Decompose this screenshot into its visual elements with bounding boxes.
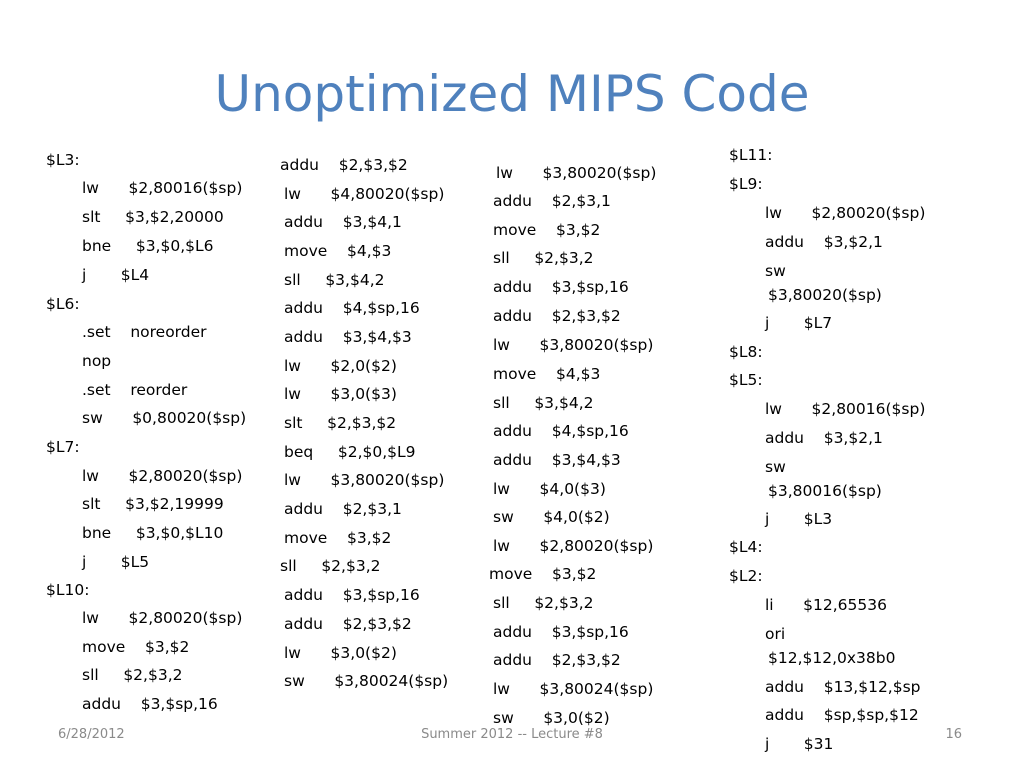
footer-page-number: 16 — [945, 727, 962, 742]
code-line: sw $0,80020($sp) — [82, 409, 247, 427]
code-line: $L11: — [729, 146, 773, 164]
code-line: $12,$12,0x38b0 — [768, 649, 896, 667]
code-line: slt $3,$2,19999 — [82, 495, 224, 513]
code-line: lw $4,0($3) — [493, 480, 606, 498]
code-line: addu $2,$3,1 — [284, 500, 402, 518]
code-line: move $3,$2 — [284, 529, 392, 547]
code-line: j $L5 — [82, 553, 150, 571]
code-line: addu $4,$sp,16 — [493, 422, 629, 440]
code-line: $L10: — [46, 581, 90, 599]
code-line: sll $3,$4,2 — [284, 271, 385, 289]
code-line: $L3: — [46, 151, 80, 169]
code-line: lw $2,80020($sp) — [493, 537, 654, 555]
code-line: move $4,$3 — [493, 365, 601, 383]
code-line: sll $2,$3,2 — [493, 249, 594, 267]
code-line: addu $2,$3,$2 — [284, 615, 412, 633]
code-line: j $31 — [765, 735, 834, 753]
code-line: ori — [765, 625, 786, 643]
code-line: sll $2,$3,2 — [280, 557, 381, 575]
code-line: slt $2,$3,$2 — [284, 414, 397, 432]
code-line: addu $3,$4,1 — [284, 213, 402, 231]
footer-lecture: Summer 2012 -- Lecture #8 — [421, 727, 603, 742]
code-line: lw $2,80020($sp) — [765, 204, 926, 222]
code-line: addu $2,$3,$2 — [493, 651, 621, 669]
code-line: move $4,$3 — [284, 242, 392, 260]
code-line: lw $2,80016($sp) — [765, 400, 926, 418]
code-line: sw $3,80024($sp) — [284, 672, 449, 690]
code-line: move $3,$2 — [82, 638, 190, 656]
code-line: $L9: — [729, 175, 763, 193]
code-line: sll $3,$4,2 — [493, 394, 594, 412]
code-line: sw — [765, 458, 786, 476]
code-line: $L7: — [46, 438, 80, 456]
code-line: bne $3,$0,$L6 — [82, 237, 214, 255]
code-line: lw $3,80020($sp) — [496, 164, 657, 182]
code-line: j $L4 — [82, 266, 150, 284]
code-line: $3,80020($sp) — [768, 286, 882, 304]
code-line: j $L3 — [765, 510, 833, 528]
code-line: li $12,65536 — [765, 596, 887, 614]
code-line: lw $2,0($2) — [284, 357, 397, 375]
code-line: addu $13,$12,$sp — [765, 678, 921, 696]
code-line: addu $3,$2,1 — [765, 233, 883, 251]
code-line: .set reorder — [82, 381, 188, 399]
code-line: .set noreorder — [82, 323, 207, 341]
code-line: addu $4,$sp,16 — [284, 299, 420, 317]
footer-date: 6/28/2012 — [58, 727, 125, 742]
code-line: addu $3,$2,1 — [765, 429, 883, 447]
slide-title: Unoptimized MIPS Code — [214, 65, 810, 123]
code-line: bne $3,$0,$L10 — [82, 524, 224, 542]
code-line: lw $4,80020($sp) — [284, 185, 445, 203]
code-line: lw $3,80020($sp) — [284, 471, 445, 489]
code-line: addu $sp,$sp,$12 — [765, 706, 919, 724]
code-line: slt $3,$2,20000 — [82, 208, 224, 226]
code-line: sw — [765, 262, 786, 280]
code-line: addu $3,$sp,16 — [82, 695, 218, 713]
code-line: addu $3,$4,$3 — [284, 328, 412, 346]
code-line: lw $3,0($2) — [284, 644, 397, 662]
code-line: lw $2,80020($sp) — [82, 609, 243, 627]
code-line: $L5: — [729, 371, 763, 389]
code-line: $L6: — [46, 295, 80, 313]
code-line: lw $3,0($3) — [284, 385, 397, 403]
code-line: move $3,$2 — [489, 565, 597, 583]
code-line: addu $3,$4,$3 — [493, 451, 621, 469]
code-line: j $L7 — [765, 314, 833, 332]
code-line: sll $2,$3,2 — [82, 666, 183, 684]
code-line: addu $2,$3,$2 — [280, 156, 408, 174]
code-line: lw $2,80020($sp) — [82, 467, 243, 485]
code-line: addu $3,$sp,16 — [284, 586, 420, 604]
code-line: move $3,$2 — [493, 221, 601, 239]
code-line: addu $3,$sp,16 — [493, 623, 629, 641]
code-line: addu $2,$3,1 — [493, 192, 611, 210]
code-line: beq $2,$0,$L9 — [284, 443, 416, 461]
code-line: lw $2,80016($sp) — [82, 179, 243, 197]
code-line: sw $3,0($2) — [493, 709, 610, 727]
code-line: addu $2,$3,$2 — [493, 307, 621, 325]
code-line: $L4: — [729, 538, 763, 556]
code-line: sw $4,0($2) — [493, 508, 610, 526]
code-line: $3,80016($sp) — [768, 482, 882, 500]
code-line: sll $2,$3,2 — [493, 594, 594, 612]
code-line: $L8: — [729, 343, 763, 361]
code-line: $L2: — [729, 567, 763, 585]
code-line: nop — [82, 352, 112, 370]
code-line: lw $3,80024($sp) — [493, 680, 654, 698]
code-line: addu $3,$sp,16 — [493, 278, 629, 296]
code-line: lw $3,80020($sp) — [493, 336, 654, 354]
